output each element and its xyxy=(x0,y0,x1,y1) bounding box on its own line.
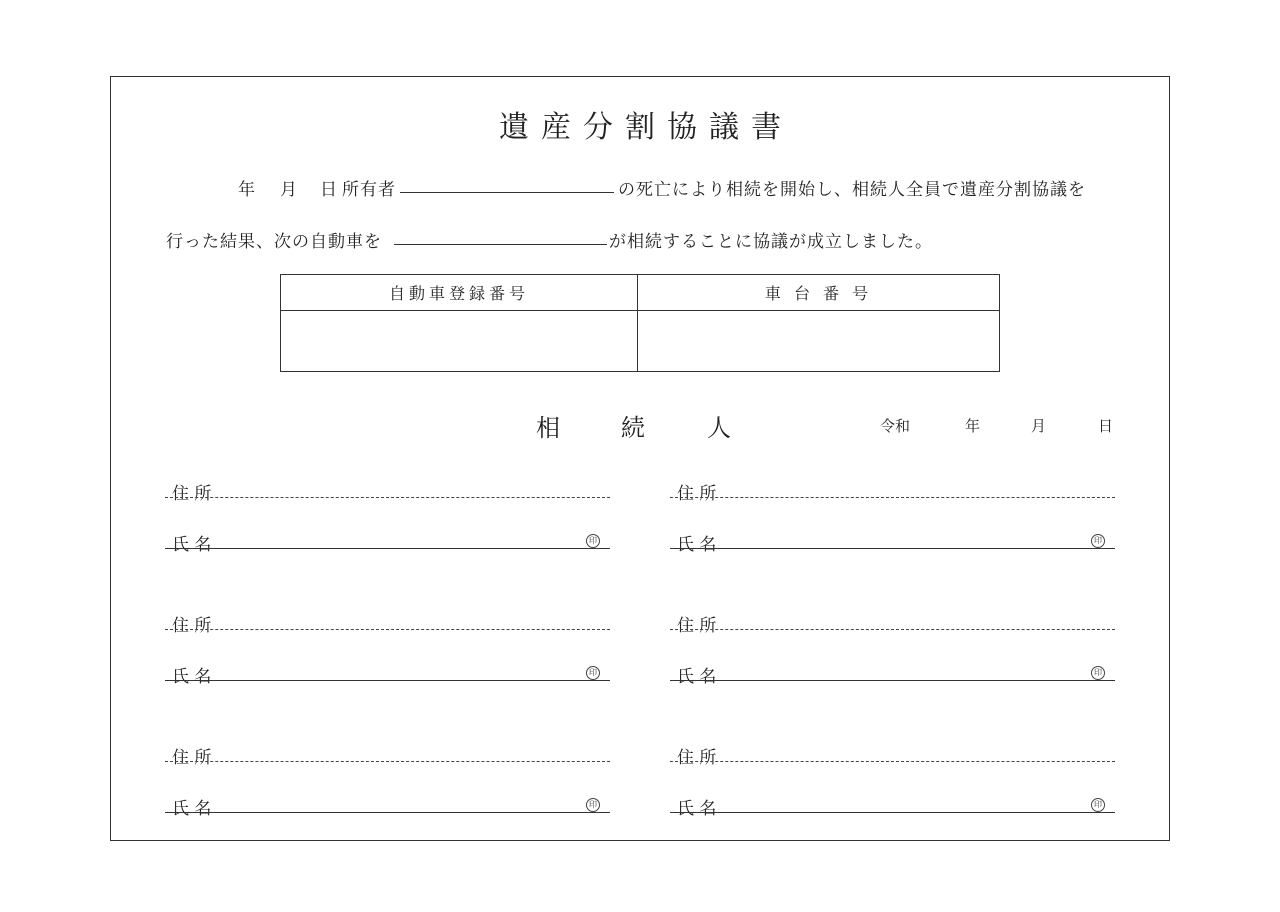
intro-line2-suffix: が相続することに協議が成立しました。 xyxy=(609,232,933,252)
heir-2-address-field[interactable] xyxy=(670,497,1115,498)
heir-4-address-field[interactable] xyxy=(670,629,1115,630)
intro-month-label: 月 xyxy=(280,180,298,200)
header-registration-number: 自動車登録番号 xyxy=(281,275,638,311)
seal-icon: 印 xyxy=(1091,798,1105,812)
intro-day-label: 日 xyxy=(320,180,338,200)
name-label: 氏 名 xyxy=(172,667,212,687)
heirs-heading-char-1: 相 xyxy=(536,414,560,442)
heir-3-address-field[interactable] xyxy=(165,629,610,630)
heir-1-name-field[interactable] xyxy=(165,548,610,549)
heir-2-name-field[interactable] xyxy=(670,548,1115,549)
address-label: 住 所 xyxy=(677,616,717,636)
heir-5-name-field[interactable] xyxy=(165,812,610,813)
heir-recipient-field[interactable] xyxy=(394,244,607,245)
owner-name-field[interactable] xyxy=(400,192,614,193)
name-label: 氏 名 xyxy=(172,799,212,819)
date-day-label: 日 xyxy=(1098,417,1114,435)
vehicle-table xyxy=(280,274,1000,372)
intro-owner-label: 所有者 xyxy=(342,180,396,200)
address-label: 住 所 xyxy=(677,748,717,768)
address-label: 住 所 xyxy=(172,484,212,504)
name-label: 氏 名 xyxy=(677,667,717,687)
cell-registration-number[interactable] xyxy=(281,311,638,372)
heir-6-address-field[interactable] xyxy=(670,761,1115,762)
heirs-heading-char-3: 人 xyxy=(707,414,731,442)
heir-5-address-field[interactable] xyxy=(165,761,610,762)
heir-4-name-field[interactable] xyxy=(670,680,1115,681)
seal-icon: 印 xyxy=(1091,534,1105,548)
seal-icon: 印 xyxy=(586,666,600,680)
cell-chassis-number[interactable] xyxy=(638,311,1000,372)
name-label: 氏 名 xyxy=(172,535,212,555)
seal-icon: 印 xyxy=(1091,666,1105,680)
intro-year-label: 年 xyxy=(238,180,256,200)
heirs-heading-char-2: 続 xyxy=(621,414,645,442)
name-label: 氏 名 xyxy=(677,535,717,555)
heir-1-address-field[interactable] xyxy=(165,497,610,498)
intro-line1-suffix: の死亡により相続を開始し、相続人全員で遺産分割協議を xyxy=(618,180,1086,200)
header-chassis-number: 車 台 番 号 xyxy=(638,275,1000,311)
date-year-label: 年 xyxy=(965,417,981,435)
heir-3-name-field[interactable] xyxy=(165,680,610,681)
seal-icon: 印 xyxy=(586,534,600,548)
address-label: 住 所 xyxy=(172,616,212,636)
name-label: 氏 名 xyxy=(677,799,717,819)
seal-icon: 印 xyxy=(586,798,600,812)
address-label: 住 所 xyxy=(677,484,717,504)
date-month-label: 月 xyxy=(1031,417,1047,435)
heir-6-name-field[interactable] xyxy=(670,812,1115,813)
address-label: 住 所 xyxy=(172,748,212,768)
date-era-label: 令和 xyxy=(880,417,911,435)
intro-line2-prefix: 行った結果、次の自動車を xyxy=(166,232,382,252)
document-title: 遺産分割協議書 xyxy=(499,110,793,145)
